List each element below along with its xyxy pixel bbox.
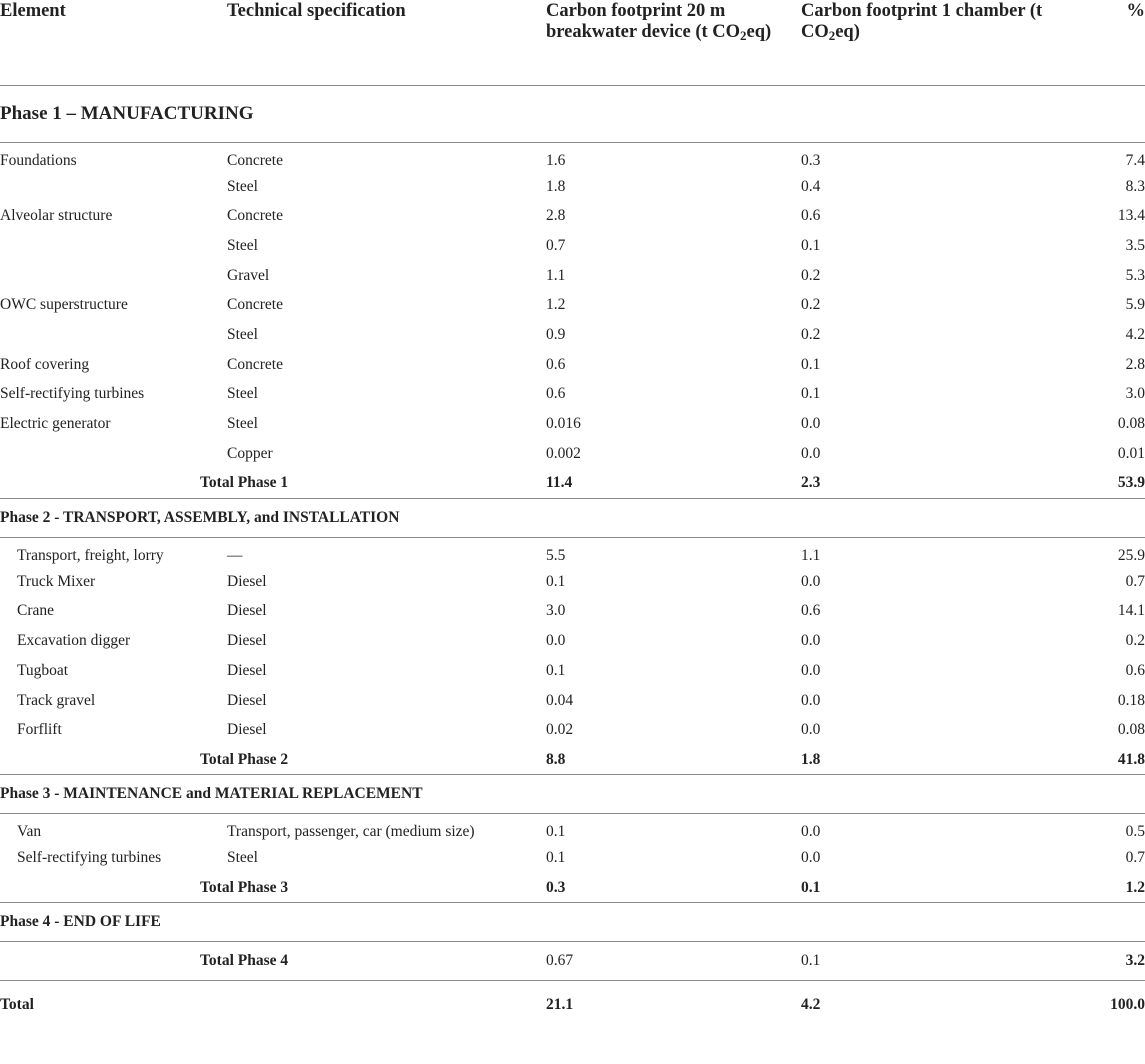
cell-element [0,172,200,202]
cell-element: Truck Mixer [17,572,96,590]
table-row [0,290,1145,320]
grand-total-chamber: 4.2 [801,996,821,1014]
cell-chamber: 0.0 [801,691,821,709]
total-label: Total Phase 2 [200,750,289,768]
total-pct: 1.2 [1125,878,1145,896]
cell-spec: Gravel [227,266,270,284]
cell-device: 1.2 [546,296,566,314]
cell-pct: 0.01 [1117,444,1145,462]
cell-chamber: 0.0 [801,721,821,739]
cell-element: Transport, freight, lorry [17,546,164,564]
cell-spec: Diesel [227,691,267,709]
header-element: Element [0,1,66,21]
cell-pct: 25.9 [1117,546,1145,564]
table-row [0,715,1145,745]
cell-spec: Steel [227,415,258,433]
table-body [0,85,1145,1029]
phase-title-row [0,498,1145,537]
grand-total-label: Total [0,996,34,1014]
cell-chamber: 0.1 [801,355,821,373]
table-row [0,142,1145,172]
table-row [0,597,1145,627]
table-row [0,656,1145,686]
cell-spec: Steel [227,385,258,403]
cell-pct: 0.08 [1117,721,1145,739]
total-pct: 41.8 [1117,750,1145,768]
cell-chamber: 0.0 [801,823,821,841]
cell-element: Electric generator [0,415,111,433]
cell-chamber: 0.0 [801,415,821,433]
table-row [0,201,1145,231]
table-row [0,439,1145,469]
cell-device: 0.0 [546,632,566,650]
cell-spec: Steel [227,849,258,867]
total-label: Total Phase 3 [200,878,289,896]
cell-pct: 3.5 [1125,236,1145,254]
phase-title-row [0,775,1145,814]
cell-spec: Steel [227,177,258,195]
cell-device: 0.7 [546,236,566,254]
table-row [0,843,1145,873]
cell-device: 0.04 [546,691,574,709]
cell-element: Tugboat [17,661,69,679]
phase-title-row [0,85,1145,142]
table-row [0,380,1145,410]
total-device: 0.67 [546,952,574,970]
cell-chamber: 0.0 [801,632,821,650]
cell-element: Self-rectifying turbines [0,385,145,403]
cell-element: Alveolar structure [0,207,113,225]
table-row [0,172,1145,202]
table-row [0,261,1145,291]
cell-pct: 8.3 [1125,177,1145,195]
cell-spec: Diesel [227,632,267,650]
cell-pct: 4.2 [1125,325,1145,343]
cell-chamber: 0.1 [801,385,821,403]
table-row [0,567,1145,597]
total-pct: 3.2 [1125,952,1145,970]
header-spec: Technical specification [227,1,406,21]
cell-spec: Steel [227,325,258,343]
phase-1-title: Phase 1 – MANUFACTURING [0,102,254,124]
cell-device: 0.6 [546,355,566,373]
cell-chamber: 0.6 [801,207,821,225]
total-label: Total Phase 4 [200,952,289,970]
phase-3-title: Phase 3 - MAINTENANCE and MATERIAL REPLACEMENT [0,785,423,803]
cell-pct: 2.8 [1125,355,1145,373]
cell-spec: Transport, passenger, car (medium size) [227,823,475,841]
cell-pct: 3.0 [1125,385,1145,403]
total-label: Total Phase 1 [200,474,289,492]
total-device: 8.8 [546,750,566,768]
header-chamber: Carbon footprint 1 chamber (t $CO_2eq$) [801,1,1043,44]
cell-device: 0.1 [546,572,566,590]
table-row [0,231,1145,261]
cell-element: Van [17,823,42,841]
grand-total-device: 21.1 [546,996,574,1014]
cell-spec: Concrete [227,355,283,373]
cell-element: Roof covering [0,355,90,373]
cell-pct: 0.6 [1125,661,1145,679]
cell-element [0,261,200,291]
total-chamber: 1.8 [801,750,821,768]
cell-spec: Diesel [227,721,267,739]
table-row [0,626,1145,656]
cell-pct: 7.4 [1125,151,1145,169]
cell-pct: 0.7 [1125,849,1145,867]
cell-chamber: 0.0 [801,661,821,679]
cell-chamber: 0.6 [801,602,821,620]
total-device: 11.4 [546,474,573,492]
cell-pct: 5.3 [1125,266,1145,284]
cell-spec: — [227,546,243,564]
grand-total-pct: 100.0 [1110,996,1145,1014]
cell-element: OWC superstructure [0,296,128,314]
cell-pct: 5.9 [1125,296,1145,314]
cell-device: 0.016 [546,415,581,433]
cell-chamber: 0.0 [801,572,821,590]
phase-4-title: Phase 4 - END OF LIFE [0,913,161,931]
table-row [0,814,1145,844]
cell-spec: Concrete [227,296,283,314]
total-chamber: 2.3 [801,474,821,492]
cell-element: Crane [17,602,55,620]
cell-element [0,231,200,261]
cell-pct: 0.5 [1125,823,1145,841]
phase-title-row [0,903,1145,942]
total-chamber: 0.1 [801,878,821,896]
cell-element [0,439,200,469]
cell-chamber: 0.4 [801,177,821,195]
cell-device: 1.1 [546,266,566,284]
cell-element: Track gravel [17,691,96,709]
cell-device: 0.002 [546,444,581,462]
header-device: Carbon footprint 20 m breakwater device (t $CO_2eq$) [546,1,772,44]
cell-pct: 14.1 [1117,602,1145,620]
phase-total-row [0,942,1145,981]
cell-device: 2.8 [546,207,566,225]
cell-spec: Concrete [227,151,283,169]
cell-device: 1.6 [546,151,566,169]
cell-device: 0.1 [546,661,566,679]
cell-spec: Diesel [227,572,267,590]
phase-total-row [0,873,1145,903]
total-pct: 53.9 [1117,474,1145,492]
cell-device: 5.5 [546,546,566,564]
phase-total-row [0,745,1145,775]
grand-total-row [0,981,1145,1029]
table-row [0,409,1145,439]
total-device: 0.3 [546,878,566,896]
cell-spec: Steel [227,236,258,254]
cell-device: 0.6 [546,385,566,403]
cell-pct: 0.7 [1125,572,1145,590]
table-row [0,537,1145,567]
cell-chamber: 1.1 [801,546,821,564]
cell-device: 1.8 [546,177,566,195]
cell-chamber: 0.2 [801,296,821,314]
cell-spec: Concrete [227,207,283,225]
cell-device: 0.02 [546,721,574,739]
total-chamber: 0.1 [801,952,821,970]
cell-element [0,320,200,350]
phase-total-row [0,469,1145,499]
table-row [0,686,1145,716]
cell-pct: 13.4 [1117,207,1145,225]
cell-pct: 0.2 [1125,632,1145,650]
cell-pct: 0.08 [1117,415,1145,433]
cell-chamber: 0.2 [801,266,821,284]
cell-element: Excavation digger [17,632,131,650]
phase-2-title: Phase 2 - TRANSPORT, ASSEMBLY, and INSTALLATION [0,508,400,526]
cell-element: Foundations [0,151,77,169]
cell-spec: Copper [227,444,273,462]
cell-element: Forflift [17,721,62,739]
cell-chamber: 0.0 [801,849,821,867]
cell-spec: Diesel [227,602,267,620]
cell-device: 0.1 [546,849,566,867]
table-row [0,320,1145,350]
cell-device: 0.9 [546,325,566,343]
cell-chamber: 0.2 [801,325,821,343]
header-pct: % [1126,1,1145,21]
cell-chamber: 0.3 [801,151,821,169]
cell-element: Self-rectifying turbines [17,849,162,867]
table-row [0,350,1145,380]
cell-device: 0.1 [546,823,566,841]
cell-pct: 0.18 [1117,691,1145,709]
table-header [0,0,1145,85]
cell-chamber: 0.0 [801,444,821,462]
cell-device: 3.0 [546,602,566,620]
cell-chamber: 0.1 [801,236,821,254]
cell-spec: Diesel [227,661,267,679]
